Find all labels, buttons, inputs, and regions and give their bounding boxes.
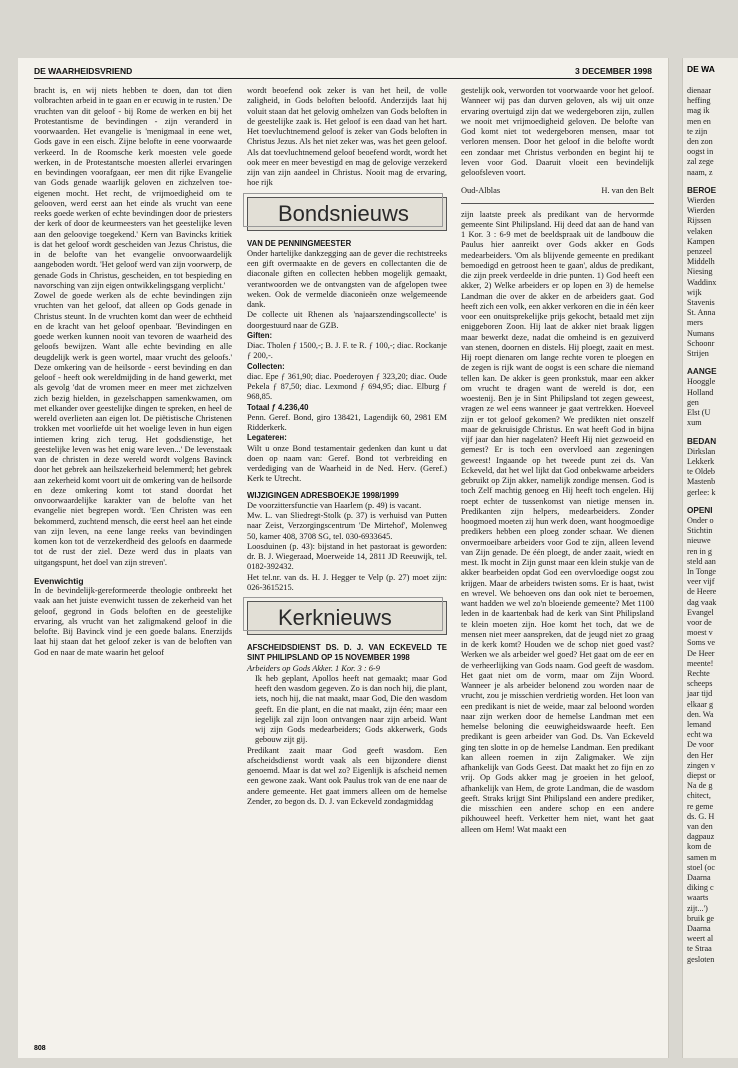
adjacent-line: Daarna — [687, 924, 711, 934]
adjacent-line: van den — [687, 822, 713, 832]
adjacent-line: zingen v — [687, 760, 715, 770]
adjacent-line: samen m — [687, 852, 717, 862]
subheading: WIJZIGINGEN ADRESBOEKJE 1998/1999 — [247, 490, 399, 500]
adjacent-line: veer vijf — [687, 577, 715, 587]
adjacent-line: Stichtin — [687, 526, 713, 536]
label: Legaterен: — [247, 433, 287, 443]
section-heading: Evenwichtig — [34, 575, 84, 586]
paragraph: Diac. Tholen ƒ 1500,-; B. J. F. te R. ƒ 100,-; diac. Rockanje ƒ 200,-. — [247, 341, 447, 361]
adjacent-line: ds. G. H — [687, 811, 715, 821]
adjacent-line: echt wa — [687, 730, 713, 740]
adjacent-line: Holland — [687, 387, 714, 397]
adjacent-line: Daarna — [687, 873, 711, 883]
adjacent-line: scheeps — [687, 679, 713, 689]
adjacent-line: stoel (oc — [687, 862, 715, 872]
subheading: AFSCHEIDSDIENST DS. D. J. VAN ECKEVELD TE SINT PHILIPSLAND OP 15 NOVEMBER 1998 — [247, 643, 447, 663]
adjacent-line: chitect, — [687, 791, 711, 801]
adjacent-line: diepst or — [687, 771, 716, 780]
adjacent-line: De Heer — [687, 648, 715, 658]
adjacent-line: St. Anna — [687, 308, 716, 318]
paragraph: Het tel.nr. van ds. H. J. Hegger te Velp (p. 27) moet zijn: 026-3615215. — [247, 572, 447, 592]
adjacent-heading: BEROE — [687, 185, 717, 195]
adjacent-line: de Heere — [687, 587, 717, 597]
adjacent-line: Niesing — [687, 267, 713, 277]
adjacent-line: Rijssen — [687, 216, 712, 226]
adjacent-line: Mastenb — [687, 477, 716, 487]
total: Totaal ƒ 4.236,40 — [247, 402, 309, 412]
adjacent-line: dag vaak — [687, 597, 717, 607]
column-3 — [461, 86, 654, 835]
paragraph: De voorzittersfunctie van Haarlem (p. 49) is vacant. — [247, 500, 422, 510]
adjacent-line: te Straa — [687, 944, 712, 954]
scripture-reference: Arbeiders op Gods Akker. 1 Kor. 3 : 6-9 — [247, 663, 380, 673]
divider — [461, 203, 654, 204]
adjacent-line: jaar tijd — [687, 689, 713, 699]
paragraph: Predikant zaait maar God geeft wasdom. Een afscheidsdienst wordt vaak als een bijzondere dienst genoemd. Maar is dat wel zo? Eigenlijk is afscheid nemen een gewone zaak. Want ook Paulus trok van de ene naar de andere gemeente. Het gaat immers alleen om de hemelse Zender, zo begon ds. D. J. van Eckeveld zondagmiddag — [247, 745, 447, 806]
adjacent-line: nieuwe — [687, 536, 711, 546]
adjacent-line: Stavenis — [687, 298, 715, 308]
subheading: VAN DE PENNINGMEESTER — [247, 238, 352, 248]
issue-date: 3 DECEMBER 1998 — [574, 66, 652, 76]
adjacent-line: kom de — [687, 842, 712, 852]
adjacent-line: Waddinx — [687, 277, 717, 287]
adjacent-line: gesloten — [687, 954, 715, 964]
paragraph: Loosduinen (p. 43): bijstand in het pastoraat is geworden: dr. B. J. Wiegeraad, Moerweide 14, 2811 JD Reeuwijk, tel. 0182-392432. — [247, 541, 447, 572]
adjacent-line: moest v — [687, 628, 713, 638]
adjacent-line: Na de g — [687, 781, 713, 791]
adjacent-line: Onder o — [687, 515, 714, 525]
adjacent-line: Elst (U — [687, 408, 711, 418]
adjacent-line: naam, z — [687, 167, 713, 177]
adjacent-line: steld aan — [687, 556, 716, 566]
paragraph: zijn laatste preek als predikant van de hervormde gemeente Sint Philipsland. Hij deed dat aan de hand van 1 Kor. 3 : 6-9 met de beeldspraak uit de landbouw die Paulus hier aanreikt over Gods akker en Gods medearbeiders. 'Om als blijvende gemeente en predikant bemoedigd en getroost heen te gaan', aldus de predikant, die zijn preek verdeelde in drie punten. 1) God heeft een akker, 2) Welke arbeiders er op lopen en 3) de hemelse Landman die over de akker en de arbeiders gaat. God heeft zich een volk, een akker verkoren en die in één keer voor een onuitsprekelijke prijs gekocht, betaald met zijn eniggeboren Zoon. Hij laat de akker niet braak liggen maar bewerkt deze, nadat die omheind is en gezuiverd van stenen, doornen en distels. Hij ploegt, zaait en mest. Hij roept dienaren om lange rechte voren te ploegen en de zegen is rijk want de oogst is een schare die niemand tellen kan. De akker is geen pronkstuk, maar een akker om vrucht te dragen want de wereld is dor, een woestenij. Ben je in Sint Philipsland tot zegen geweest, vragen ze wel eens wanneer je gaat vertrekken. Hoeveel zijn er tot geloof gekomen? We predikten niet onszelf maar de gekruisigde Christus. En wat heeft God in bijna vijf jaar dan hier nagelaten? Heeft Hij niet gezwoeid en gemest? Er is toch een overvloed aan zegeningen geweest! Ingaande op het tweede punt zei ds. Van Eckeveld, dat het wel lijkt dat God onbekwame arbeiders gebruikt op Zijn akker, namelijk zondige mensen. God is toch Zelf machtig genoeg en Hij heeft toch engelen. Hij roept echter de tussenkomst van nietige mensen in. Predikanten zijn helpers, medearbeiders. Zonder hoogmoed moeten zij hun werk doen, want hoogmoedige predikers hebben een ploeg zonder schaar. We dienen onvermoeibare arbeiders voor God te zijn, alleen levend van Zijn genade. De één ploegt, de ander zaait, wiedt en mest. Ik mocht in Zijn gunst maar een klein stukje van de akker bearbeiden opdat God een overvloedige oogst zou krijgen. Maar de arbeiders twisten soms. Er is haat, twist en wrevel. We behoeven ons dan ook niet te beroemen, want hadden we wel zo'n bloeiende gemeente? Met 1100 leden in de kaartenbak had de kerk van Sint Philipsland te klein moeten zijn. Hoe komt het toch, dat we de mensen niet meer aanspreken, dat de jeugd niet zo graag in de kerk komt? Houden we de schop niet goed vast? Werken we als arbeider wel goed? Het gaat om de eer en de verheerlijking van Gods naam. God geeft de wasdom. Het gaat niet om de vorm, maar om Zijn Woord. Wanneer je als arbeider belonend zou worden naar de vrucht, zou je misschien verdrietig worden. Het loon van een predikant is niet de weide, maar zal beloond worden naar zijn werken door de hemelse Landman met een hemelse beloning die eeuwigheidswaarde heeft. Een predikant is geen arbeider van God. Ds. Van Eckeveld ging ten slotte in op de hemelse Landman. Een predikant kan alleen roemen in zijn Zaligmaker. We zijn afhankelijk van Gods Geest. Dat maakt het zo fijn en zo vrij. Op Gods akker mag je groeien in het geloof, afhankelijk van Hem, de grote Landman, die de wasdom geeft. Straks krijgt Sint Philipsland een andere prediker, die misschien een andere schop en een andere pikhouweel heeft. Verketter hem niet, want het gaat alleen om Hem! Wat maakt een — [461, 209, 654, 834]
adjacent-line: den. Wa — [687, 709, 714, 719]
adjacent-line: men en — [687, 116, 711, 126]
adjacent-line: Kampen — [687, 236, 715, 246]
adjacent-line: te zijn — [687, 126, 708, 136]
adjacent-line: Middelh — [687, 257, 715, 267]
adjacent-line: Strijen — [687, 349, 709, 359]
adjacent-line: elkaar g — [687, 699, 714, 709]
adjacent-line: In Tonge — [687, 566, 717, 576]
adjacent-line: velaken — [687, 226, 713, 236]
paragraph: Zowel de goede werken als de echte bevindingen zijn vruchten van het geloof, dat alleen op Gods genade in Christus steunt. In de vruchten komt dan weer de echtheid en de kracht van het geloof openbaar. 'Bevindingen en goede werken kunnen nooit van tevoren de waarheid des geloofs bewijzen. Want alle echte bevinding en alle deugdelijk werk is geen wortel, maar vrucht des geloofs.' Deze omkering van de heilsorde - eerst bevinding en dan geloof - heeft ook wereldmijding in de hand gewerkt, met als gevolg 'dat de vromen meer en meer met zichzelven zich bezig hielden, in gezelschappen samenkwamen, om met elkander over geestelijke dingen te spreken, en heel de wereld overlieten aan eigen lot. De piëtistische Christenen trokken met voorliefde uit het woelige leven in hun eigen intiemen kring zich terug. Het godsdienstige, het geestelijke leven was het enig ware leven...' De levenstaak van de christen in deze wereld wordt volgens Bavinck door het gebrek aan heilszekerheid belemmerd; het gebrek aan zekerheid komt voort uit de omkering van de heilsorde en deze omkering komt tot stand doordat het onvoorwaardelijke karakter van de belofte van het evangelie niet begrepen wordt. 'Een Christen was een bekommerd, zuchtend mensch, die eerst heel aan het einde van zijn leven, na eene lange reeks van bevindingen komen kon tot de verzekerdheid des geloofs en daarmede tot de rust der ziel. Deze werd dus in plaats van uitgangspunt, het doel van zijn streven'. — [34, 291, 232, 567]
adjacent-column — [687, 86, 738, 965]
paragraph: Mw. L. van Sliedregt-Stolk (p. 37) is verhuisd van Putten naar Zeist, Verzorgingscentrum 'De Mirtehof', Molenweg 50, kamer 408, 3708 SG, tel. 030-6933645. — [247, 511, 447, 541]
adjacent-line: den zon — [687, 137, 713, 147]
adjacent-line: meente! — [687, 658, 714, 668]
section-banner-bondsnieuws: Bondsnieuws — [247, 197, 447, 231]
column-1 — [34, 86, 232, 658]
adjacent-page — [682, 58, 738, 1058]
adjacent-line: Evangel — [687, 607, 714, 617]
adjacent-line: Soms ve — [687, 638, 715, 648]
adjacent-line: De voor — [687, 740, 714, 750]
signature-line — [461, 186, 654, 196]
paragraph: wordt beoefend ook zeker is van het heil, de volle zaligheid, in Gods beloften beloofd. Anderzijds laat hij voluit staan dat het gelovig omhelzen van Gods beloften in de geestelijke zaak is. Het geloof is een daad van het hart. Het toevluchtnemend geloof is zeker van Gods beloften in Christus Jezus. Als het niet zeker was, was het geen geloof. Als dat toevluchtnemend geloof beoefend wordt, wordt het ook meer en meer bevestigd en mag de gelovige verzekerd zijn van zijn aandeel in Christus. Nooit mag de ervaring, hoe rijk — [247, 86, 447, 188]
adjacent-line: Lekkerk — [687, 456, 715, 466]
adjacent-line: oogst in — [687, 147, 714, 157]
paragraph: bracht is, en wij niets hebben te doen, dan tot dien volbrachten arbeid in te gaan en er ecuwig in te rusten.' De vruchten van dit geloof - bij Rome de werken en bij het Protestantisme de bevindingen - zijn veranderd in voorwaarden. Het evangelie is 'menigmaal in eene wet, Gods gave in een eisch. Zijne belofte in eene voorwaarde verkeerd. In de Roomsche kerk moesten vele goede werken, in de Protestantsche moesten allerlei ervaringen en bevindingen voorafgaan, eer men dit rijke Evangelie van Gods genade waarlijk geloven en zichzelven toe-eigenen mocht. Het recht, de vrijmoedigheid om te gelooven, werd eerst aan het einde als vrucht van eene reeks goede werken of echte bevindingen door de priesters der kerk of door de keurmeesters van het geestelijke leven aan den geloovige toegekend.' Kern van Bavincks kritiek is dat het geloof wordt gescheiden van Jezus Christus, die in de belofte van het evangelie onvoorwaardelijk aangeboden wordt. 'Het geloof werd van zijn voorwerp, de genade Gods in Christus, gescheiden, en tot bespieding en navorsching van zijn eigen ontwikkelingsgang verplicht.' — [34, 86, 232, 290]
adjacent-heading: BEDAN — [687, 436, 717, 446]
adjacent-line: ren in g — [687, 546, 713, 556]
adjacent-line: Wierden — [687, 196, 715, 206]
adjacent-line: mers — [687, 318, 703, 328]
adjacent-line: dagpauz — [687, 832, 715, 842]
adjacent-line: mag ik — [687, 106, 710, 116]
column-2 — [247, 86, 447, 807]
adjacent-line: waarts — [687, 893, 709, 903]
paragraph: diac. Epe ƒ 361,90; diac. Poederoyen ƒ 323,20; diac. Oude Pekela ƒ 87,50; diac. Lexmond ƒ 694,95; diac. Elburg ƒ 968,85. — [247, 371, 447, 402]
adjacent-line: Hooggle — [687, 377, 716, 387]
paragraph: gestelijk ook, verworden tot voorwaarde voor het geloof. Wanneer wij pas dan durven geloven, als wij uit onze ervaring overtuigd zijn dat we wedergeboren zijn, zullen we nooit met vrijmoedigheid geloven. De belofte van God komt niet tot wedergeboren mensen, maar tot verloren mensen. Door het geloof in die belofte wordt een zondaar met Christus verbonden en begint hij te leven voor God. Daaruit vloeit een bevindelijk geloofsleven voort. — [461, 86, 654, 177]
adjacent-line: Dirkslan — [687, 446, 716, 456]
adjacent-heading: OPENI — [687, 505, 713, 515]
paragraph: Wilt u onze Bond testamentair gedenken dan kunt u dat doen op naam van: Geref. Bond tot verbreiding en verdediging van de Waarheid in de Ned. Herv. (Geref.) Kerk te Utrecht. — [247, 443, 447, 484]
adjacent-line: Wierden — [687, 206, 715, 216]
adjacent-line: voor de — [687, 617, 712, 627]
paragraph: In de bevindelijk-gereformeerde theologie ontbreekt het vaak aan het juiste evenwicht tussen de zekerheid van het geloof, gegrond in Gods beloften en de geestelijke ervaring, als vrucht van het zaligmakend geloof in die belofte. Bij Bavinck vind je een goede balans. Enerzijds laat hij staan dat het geloof zeker is van de beloften van God en naar de mate waarin het geloof — [34, 586, 232, 657]
adjacent-line: te Oldeb — [687, 467, 715, 477]
section-banner-kerknieuws: Kerknieuws — [247, 601, 447, 635]
adjacent-line: gerlee: k — [687, 487, 716, 497]
adjacent-line: gen — [687, 397, 699, 407]
paragraph: Onder hartelijke dankzegging aan de gever die rechtstreeks een gift overmaakte en de gevers en collectanten die de diaconale giften en collecten hebben mogelijk gemaakt, verantwoorden we de ontvangsten van de afgelopen twee weken. Ook de vermelde diaconieën onze welgemeende dank. — [247, 248, 447, 309]
page-number: 808 — [34, 1045, 46, 1052]
paragraph: De collecte uit Rhenen als 'najaarszendingscollecte' is doorgestuurd naar de GZB. — [247, 310, 447, 330]
scripture-quote: Ik heb geplant, Apollos heeft nat gemaakt; maar God heeft den wasdom gegeven. Zo is dan noch hij, die plant, iets, noch hij, die nat maakt, maar God, Die den wasdom geeft. En die plant, en die nat maakt, zijn één; maar een iegelijk zal zijn loon ontvangen naar zijn arbeid. Want wij zijn Gods medearbeiders; Gods akkerwerk, Gods gebouw zijt gij. — [255, 673, 447, 745]
adjacent-line: den Her — [687, 750, 714, 760]
label: Giften: — [247, 330, 273, 340]
adjacent-line: dienaar — [687, 86, 712, 95]
adjacent-line: zal zege — [687, 157, 714, 167]
adjacent-line: Rechte — [687, 668, 710, 678]
adjacent-line: lemand — [687, 719, 712, 729]
adjacent-line: penzeel — [687, 247, 712, 257]
adjacent-line: diking c — [687, 883, 714, 893]
paragraph: Penn. Geref. Bond, giro 138421, Lagendijk 60, 2981 EM Ridderkerk. — [247, 412, 447, 432]
adjacent-line: heffing — [687, 96, 711, 106]
newspaper-page — [18, 58, 668, 1058]
signature-author: H. van den Belt — [601, 186, 654, 196]
adjacent-line: Numans — [687, 328, 715, 338]
adjacent-line: re geme — [687, 801, 714, 811]
masthead — [34, 64, 652, 79]
adjacent-masthead: DE WA — [687, 64, 715, 74]
adjacent-line: xum — [687, 418, 702, 428]
adjacent-line: weert al — [687, 934, 714, 944]
adjacent-heading: AANGE — [687, 367, 717, 377]
adjacent-line: bruik ge — [687, 913, 715, 923]
adjacent-line: Schoonr — [687, 338, 715, 348]
signature-place: Oud-Alblas — [461, 186, 501, 196]
label: Collecten: — [247, 361, 285, 371]
adjacent-line: wijk — [687, 287, 702, 297]
adjacent-line: zijt...') — [687, 903, 708, 913]
publication-title: DE WAARHEIDSVRIEND — [34, 66, 133, 76]
